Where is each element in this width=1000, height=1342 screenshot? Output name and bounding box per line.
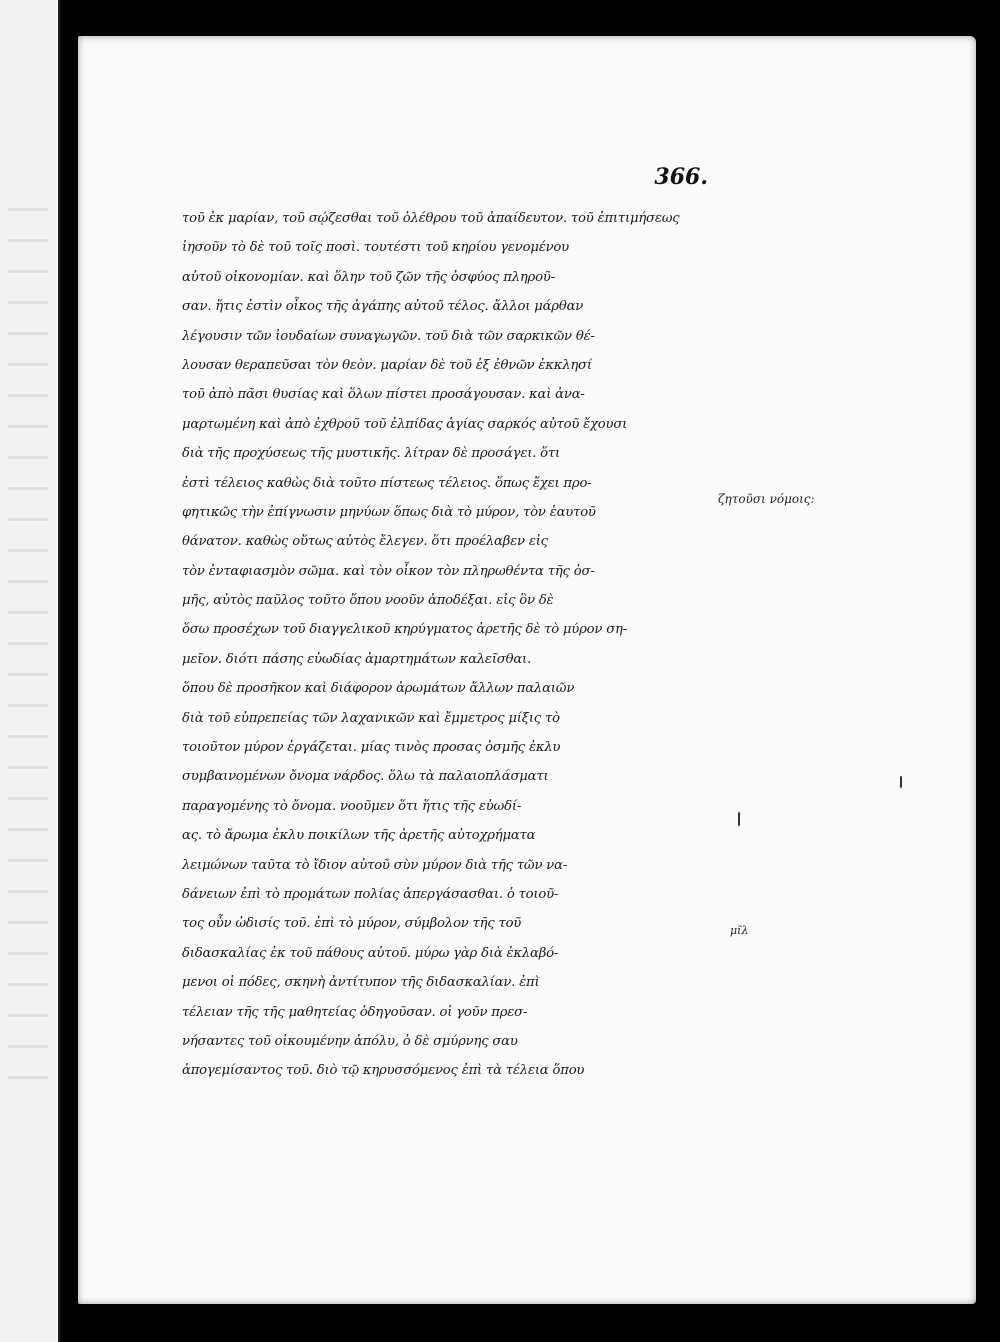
manuscript-line: παραγομένης τὸ ὄνομα. νοοῦμεν ὅτι ἥτις τῆς εὐωδί- [182,798,522,814]
manuscript-line: σαν. ἥτις ἐστὶν οἶκος τῆς ἀγάπης αὐτοῦ τέλος. ἄλλοι μάρθαν [182,299,584,315]
manuscript-line: τέλειαν τῆς τῆς μαθητείας ὁδηγοῦσαν. οἱ γοῦν πρεσ- [182,1004,528,1020]
margin-note: ζητοῦσι νόμοις: [718,492,815,506]
manuscript-line: τοιοῦτον μύρον ἐργάζεται. μίας τινὸς προσας ὀσμῆς ἐκλυ [182,740,561,756]
scan-border [976,0,1000,1342]
manuscript-line: διὰ τῆς προχύσεως τῆς μυστικῆς. λίτραν δὲ προσάγει. ὅτι [182,446,560,462]
page-number: 366. [654,164,708,190]
manuscript-line: ἀπογεμίσαντος τοῦ. διὸ τῷ κηρυσσόμενος ἐπὶ τὰ τέλεια ὅπου [182,1063,585,1079]
manuscript-line: τοῦ ἐκ μαρίαν, τοῦ σῴζεσθαι τοῦ ὀλέθρου τοῦ ἀπαίδευτον. τοῦ ἐπιτιμήσεως [182,211,680,226]
manuscript-line: αὐτοῦ οἰκονομίαν. καὶ ὅλην τοῦ ζῶν τῆς ὀσφύος πληροῦ- [182,269,555,285]
manuscript-line: μαρτωμένη καὶ ἀπὸ ἐχθροῦ τοῦ ἐλπίδας ἁγίας σαρκός αὐτοῦ ἔχουσι [182,416,628,432]
manuscript-line: νήσαντες τοῦ οἰκουμένην ἀπόλυ, ὁ δὲ σμύρνης σαυ [182,1033,518,1049]
manuscript-line: τὸν ἐνταφιασμὸν σῶμα. καὶ τὸν οἶκον τὸν πληρωθέντα τῆς ὀσ- [182,563,595,579]
manuscript-line: συμβαινομένων ὄνομα νάρδος. ὅλω τὰ παλαιοπλάσματι [182,769,549,785]
book-gutter [60,0,78,1342]
manuscript-line: μῆς, αὐτὸς παῦλος τοῦτο ὅπου νοοῦν ἀποδέξαι. εἰς ὃν δὲ [182,593,554,609]
manuscript-line: ας. τὸ ἄρωμα ἐκλυ ποικίλων τῆς ἀρετῆς αὐτοχρήματα [182,828,536,844]
pen-mark [738,812,740,826]
manuscript-line: μενοι οἱ πόδες, σκηνὴ ἀντίτυπον τῆς διδασκαλίαν. ἐπὶ [182,975,540,991]
manuscript-line: μεῖον. διότι πάσης εὐωδίας ἁμαρτημάτων καλεῖσθαι. [182,651,531,667]
manuscript-line: ὅσω προσέχων τοῦ διαγγελικοῦ κηρύγματος ἀρετῆς δὲ τὸ μύρον ση- [182,622,627,638]
manuscript-line: λουσαν θεραπεῦσαι τὸν θεὸν. μαρίαν δὲ τοῦ ἐξ ἐθνῶν ἐκκλησί [182,357,592,373]
manuscript-line: ὅπου δὲ προσῆκον καὶ διάφορον ἀρωμάτων ἄλλων παλαιῶν [182,681,575,697]
manuscript-line: λέγουσιν τῶν ἰουδαίων συναγωγῶν. τοῦ διὰ τῶν σαρκικῶν θέ- [182,328,595,344]
pen-mark [900,776,902,788]
facing-page-edge [0,0,60,1342]
manuscript-page [78,36,976,1304]
manuscript-line: διδασκαλίας ἐκ τοῦ πάθους αὐτοῦ. μύρω γὰρ διὰ ἐκλαβό- [182,945,559,961]
margin-note: μῖλ [730,924,749,937]
manuscript-line: λειμώνων ταῦτα τὸ ἴδιον αὐτοῦ σὺν μύρον διὰ τῆς τῶν να- [182,857,568,873]
manuscript-line: ἰησοῦν τὸ δὲ τοῦ τοῖς ποσὶ. τουτέστι τοῦ κηρίου γενομένου [182,240,569,256]
manuscript-text-block [182,204,702,1086]
manuscript-line: φητικῶς τὴν ἐπίγνωσιν μηνύων ὅπως διὰ τὸ μύρον, τὸν ἑαυτοῦ [182,504,596,520]
manuscript-line: θάνατον. καθὼς οὕτως αὐτὸς ἔλεγεν. ὅτι προέλαβεν εἰς [182,534,548,550]
manuscript-line: ἐστὶ τέλειος καθὼς διὰ τοῦτο πίστεως τέλειος. ὅπως ἔχει προ- [182,475,592,491]
manuscript-line: δάνειων ἐπὶ τὸ προμάτων πολίας ἀπεργάσασθαι. ὁ τοιοῦ- [182,886,559,902]
manuscript-line: διὰ τοῦ εὐπρεπείας τῶν λαχανικῶν καὶ ἔμμετρος μίξις τὸ [182,710,560,726]
facing-page-text-trace [8,180,48,1080]
manuscript-line: τος οὖν ὠδισίς τοῦ. ἐπὶ τὸ μύρον, σύμβολον τῆς τοῦ [182,916,522,932]
manuscript-line: τοῦ ἀπὸ πᾶσι θυσίας καὶ ὅλων πίστει προσάγουσαν. καὶ ἀνα- [182,387,585,403]
